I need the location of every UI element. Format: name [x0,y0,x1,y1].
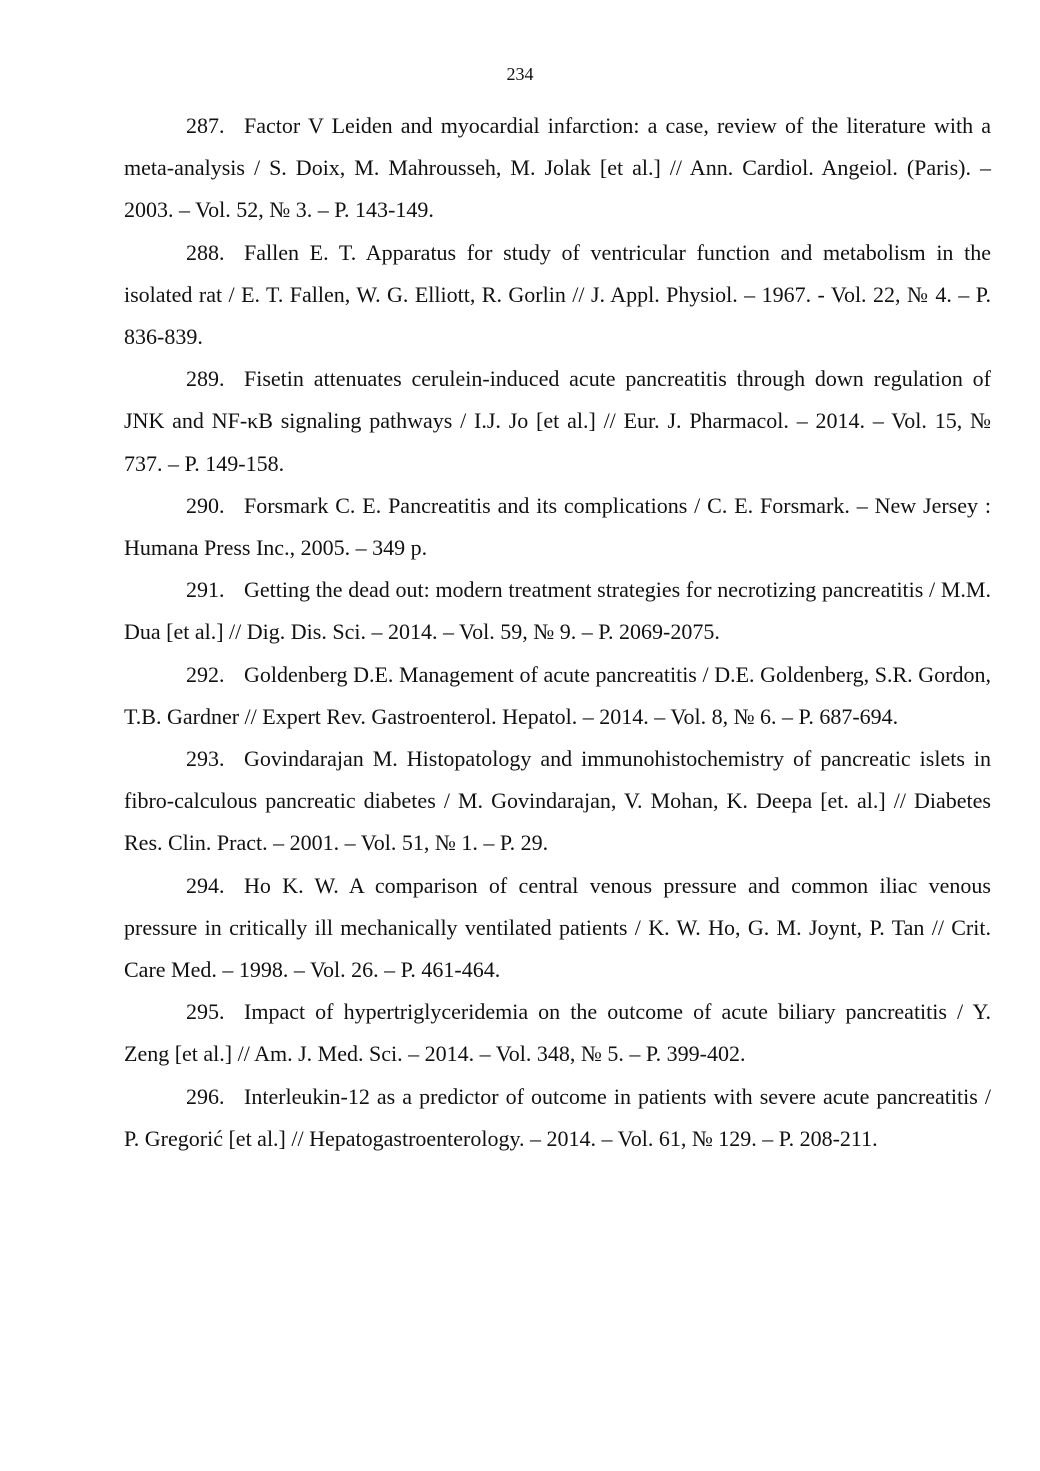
reference-text: Impact of hypertriglyceridemia on the outcome of acute biliary pancreatitis / Y. Zeng [et al.] // Am. J. Med. Sci. – 2014. – Vol. 348, № 5. – P. 399-402. [124,999,991,1067]
page-number: 234 [506,64,534,84]
reference-item [124,232,991,359]
reference-item [124,485,991,569]
reference-number: 296. [186,1083,225,1109]
reference-item [124,991,991,1075]
reference-number: 295. [186,999,225,1025]
reference-number: 292. [186,661,225,687]
reference-item [124,358,991,485]
reference-number: 288. [186,239,225,265]
reference-text: Fisetin attenuates cerulein-induced acute pancreatitis through down regulation of JNK and NF-κB signaling pathways / I.J. Jo [et al.] // Eur. J. Pharmacol. – 2014. – Vol. 15, № 737. – P. 149-158. [124,366,991,476]
reference-number: 290. [186,492,225,518]
reference-item [124,105,991,232]
reference-item [124,738,991,865]
reference-item [124,569,991,653]
reference-text: Forsmark C. E. Pancreatitis and its complications / C. E. Forsmark. – New Jersey : Humana Press Inc., 2005. – 349 p. [124,492,991,561]
reference-number: 287. [186,113,225,138]
reference-item [124,865,991,992]
reference-text: Ho K. W. A comparison of central venous pressure and common iliac venous pressure in critically ill mechanically ventilated patients / K. W. Ho, G. M. Joynt, P. Tan // Crit. Care Med. – 1998. – Vol. 26. – P. 461-464. [124,872,991,983]
reference-number: 291. [186,577,225,603]
reference-number: 289. [186,366,225,392]
reference-item [124,1076,991,1160]
reference-text: Fallen E. T. Apparatus for study of ventricular function and metabolism in the isolated rat / E. T. Fallen, W. G. Elliott, R. Gorlin // J. Appl. Physiol. – 1967. - Vol. 22, № 4. – P. 836-839. [124,239,991,350]
reference-item [124,654,991,738]
reference-number: 293. [186,746,225,772]
reference-text: Interleukin-12 as a predictor of outcome in patients with severe acute pancreatitis / P. Gregorić [et al.] // Hepatogastroenterology. – 2014. – Vol. 61, № 129. – P. 208-211. [124,1083,991,1151]
reference-text: Getting the dead out: modern treatment strategies for necrotizing pancreatitis / M.M. Dua [et al.] // Dig. Dis. Sci. – 2014. – Vol. 59, № 9. – P. 2069-2075. [124,577,991,645]
reference-text: Govindarajan M. Histopatology and immunohistochemistry of pancreatic islets in fibro-calculous pancreatic diabetes / M. Govindarajan, V. Mohan, K. Deepa [et. al.] // Diabetes Res. Clin. Pract. – 2001. – Vol. 51, № 1. – P. 29. [124,746,991,856]
reference-number: 294. [186,872,225,898]
reference-text: Factor V Leiden and myocardial infarction: a case, review of the literature with a meta-analysis / S. Doix, M. Mahrousseh, M. Jolak [et al.] // Ann. Cardiol. Angeiol. (Paris). – 2003. – Vol. 52, № 3. – P. 143-149. [124,113,991,223]
reference-list [124,105,991,1160]
reference-text: Goldenberg D.E. Management of acute pancreatitis / D.E. Goldenberg, S.R. Gordon, T.B. Gardner // Expert Rev. Gastroenterol. Hepatol. – 2014. – Vol. 8, № 6. – P. 687-694. [124,661,991,729]
